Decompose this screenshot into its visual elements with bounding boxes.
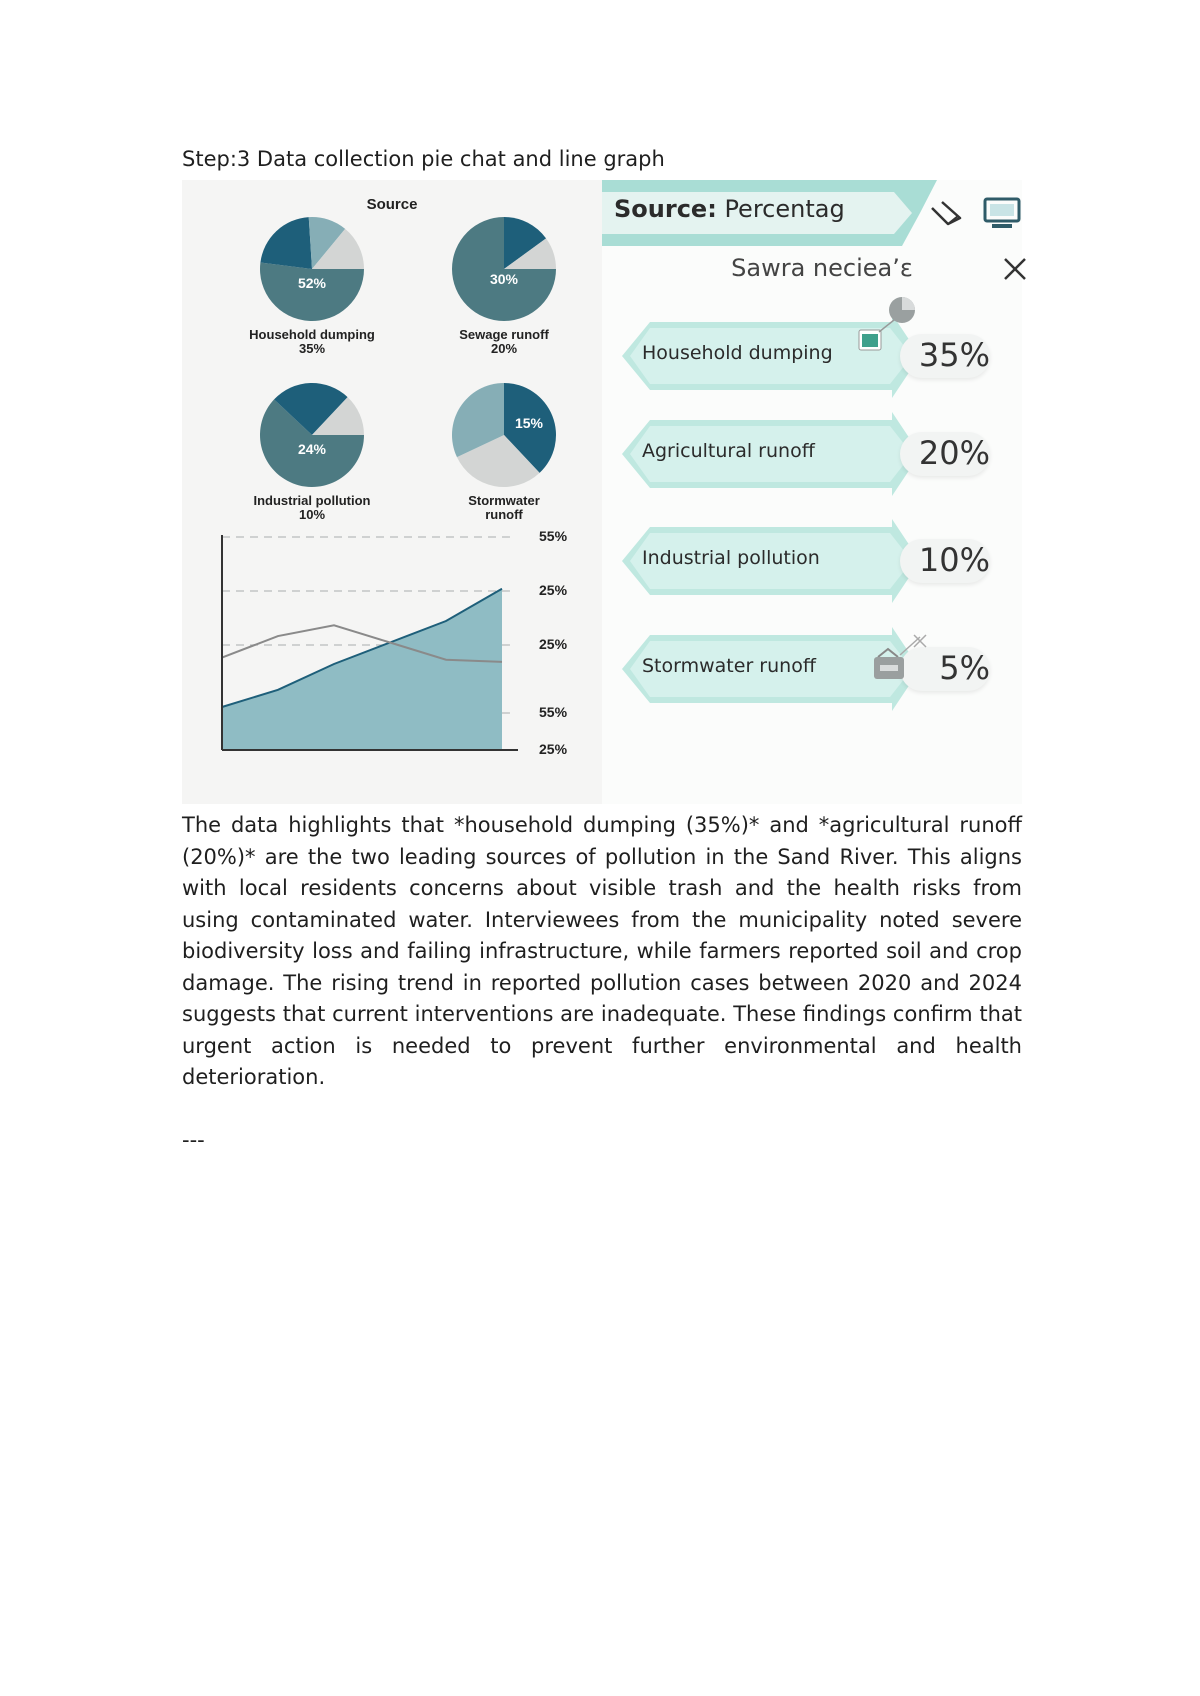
- pie-center-label: 15%: [514, 415, 544, 431]
- pie-label: Sewage runoff: [459, 327, 549, 342]
- source-banner-text: [614, 195, 845, 223]
- pie-sublabel: 35%: [298, 341, 326, 356]
- body-paragraph: The data highlights that *household dumping (35%)* and *agricultural runoff (20%)* are the two leading sources of pollution in the Sand River. This aligns with local residents concerns about visible trash and the health risks from using contaminated water. Interviewees from the municipality noted severe biodiversity loss and failing infrastructure, while farmers reported soil and crop damage. The rising trend in reported pollution cases between 2020 and 2024 suggests that current interventions are inadequate. These findings confirm that urgent action is needed to prevent further environmental and health deterioration.: [182, 813, 1022, 1089]
- row-value: 10%: [918, 541, 990, 579]
- pie-svg: [257, 214, 367, 324]
- figure: [182, 180, 1022, 804]
- row-label: Stormwater runoff: [642, 655, 816, 677]
- pie-chart-sewage: [404, 214, 604, 356]
- panel-subtitle: Sawra neciea’ε: [731, 254, 913, 282]
- pie-center-label: 52%: [297, 275, 327, 291]
- pie-chart-industrial: [212, 380, 412, 522]
- source-header-value: Percentag: [724, 195, 845, 223]
- bag-icon: [872, 627, 932, 687]
- pie-section-title: Source: [366, 196, 418, 213]
- pie-center-label: 24%: [297, 441, 327, 457]
- source-percentage-panel: [602, 180, 1022, 804]
- source-row-stormwater: [622, 627, 1002, 707]
- section-divider: ---: [182, 1128, 205, 1152]
- pie-svg: [449, 214, 559, 324]
- source-row-agricultural: [622, 412, 1002, 492]
- row-label: Industrial pollution: [642, 547, 820, 569]
- pie-svg: [257, 380, 367, 490]
- pie-slice: [260, 262, 364, 321]
- pie-label: Stormwater runoff: [468, 493, 540, 522]
- jar-icon: [857, 294, 917, 354]
- pie-slice: [260, 217, 312, 269]
- row-value: 35%: [918, 336, 990, 374]
- row-label: Agricultural runoff: [642, 440, 815, 462]
- pie-svg: [449, 380, 559, 490]
- pie-label: Household dumping: [249, 327, 375, 342]
- pie-label: Industrial pollution: [253, 493, 371, 508]
- line-chart: [202, 525, 522, 780]
- pie-sublabel: 20%: [490, 341, 518, 356]
- monitor-icon[interactable]: [982, 196, 1022, 230]
- row-value: 20%: [918, 434, 990, 472]
- pie-chart-stormwater: [404, 380, 604, 522]
- pie-and-line-panel: [182, 180, 602, 804]
- source-header-label: Source:: [614, 195, 717, 223]
- y-tick-label: 25%: [539, 636, 568, 652]
- close-icon[interactable]: [1002, 256, 1028, 282]
- y-tick-label: 25%: [539, 582, 568, 598]
- y-tick-label: 55%: [539, 528, 568, 544]
- row-label: Household dumping: [642, 342, 833, 364]
- step-heading: Step:3 Data collection pie chat and line graph: [182, 147, 665, 171]
- pie-sublabel: 10%: [298, 507, 326, 522]
- y-tick-label: 55%: [539, 704, 568, 720]
- source-row-household: [622, 314, 1002, 394]
- y-tick-label: 25%: [539, 741, 568, 757]
- pie-center-label: 30%: [489, 271, 519, 287]
- row-value: 5%: [939, 649, 990, 687]
- pie-chart-household: [212, 214, 412, 356]
- pencil-icon[interactable]: [928, 198, 964, 228]
- source-row-industrial: [622, 519, 1002, 599]
